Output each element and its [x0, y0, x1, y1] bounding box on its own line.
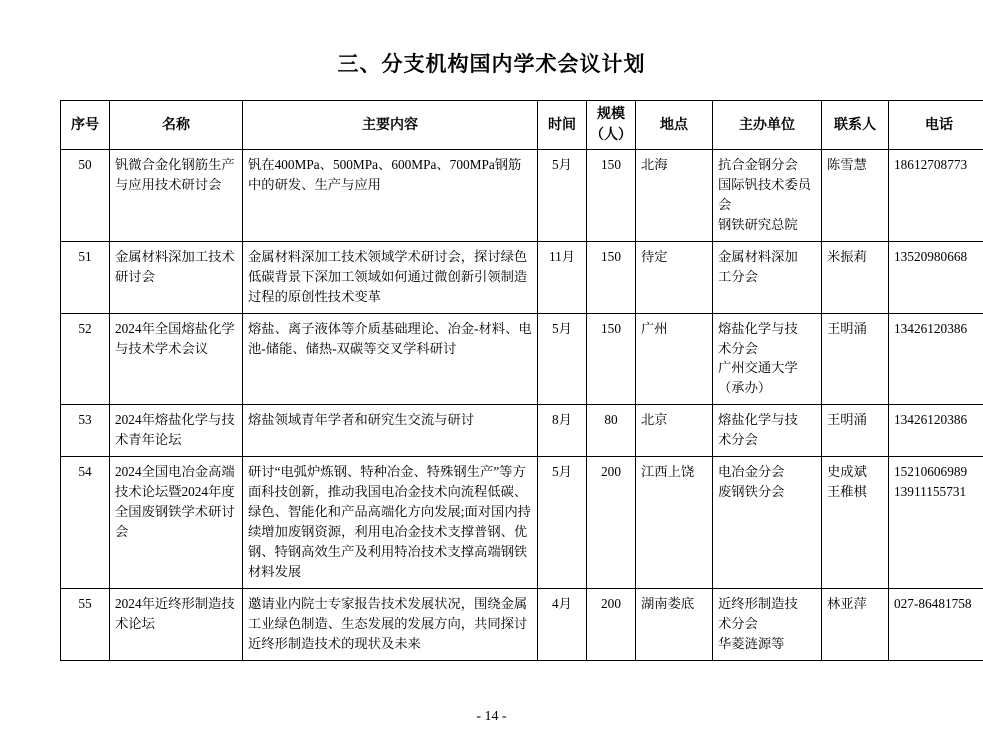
cell-seq: 50: [61, 150, 110, 242]
cell-contact: 林亚萍: [822, 588, 889, 660]
table-row: [61, 588, 983, 660]
organizer-line: 术分会: [718, 339, 816, 359]
document-page: [0, 48, 983, 747]
organizer-line: 钢铁研究总院: [718, 215, 816, 235]
cell-phone: [889, 457, 983, 589]
cell-place: 江西上饶: [636, 457, 713, 589]
cell-time: 11月: [538, 241, 587, 313]
organizer-line: 电冶金分会: [718, 462, 816, 482]
cell-time: 5月: [538, 150, 587, 242]
cell-contact: 陈雪慧: [822, 150, 889, 242]
cell-organizer: [713, 588, 822, 660]
table-row: [61, 405, 983, 457]
cell-organizer: [713, 457, 822, 589]
cell-name: 钒微合金化钢筋生产与应用技术研讨会: [110, 150, 243, 242]
organizer-line: 熔盐化学与技: [718, 410, 816, 430]
cell-content: 钒在400MPa、500MPa、600MPa、700MPa钢筋中的研发、生产与应用: [243, 150, 538, 242]
cell-time: 5月: [538, 313, 587, 405]
cell-time: 4月: [538, 588, 587, 660]
cell-content: 邀请业内院士专家报告技术发展状况，围绕金属工业绿色制造、生态发展的发展方向，共同探讨近终形制造技术的现状及未来: [243, 588, 538, 660]
cell-seq: 54: [61, 457, 110, 589]
cell-seq: 52: [61, 313, 110, 405]
column-header-seq: 序号: [61, 101, 110, 150]
cell-content: 研讨“电弧炉炼钢、特种冶金、特殊钢生产”等方面科技创新，推动我国电冶金技术向流程低碳、绿色、智能化和产品高端化方向发展;面对国内持续增加废钢资源，利用电冶金技术支撑普钢、优钢、特钢高效生产及利用特冶技术支撑高端钢铁材料发展: [243, 457, 538, 589]
cell-phone: 027-86481758: [889, 588, 983, 660]
cell-place: 北海: [636, 150, 713, 242]
contact-line: 王稚棋: [827, 482, 883, 502]
column-header-organizer: 主办单位: [713, 101, 822, 150]
cell-content: 熔盐、离子液体等介质基础理论、冶金-材料、电池-储能、储热-双碳等交叉学科研讨: [243, 313, 538, 405]
organizer-line: 废钢铁分会: [718, 482, 816, 502]
cell-name: 2024年全国熔盐化学与技术学术会议: [110, 313, 243, 405]
column-header-scale-line1: 规模: [597, 107, 625, 122]
cell-name: 2024年熔盐化学与技术青年论坛: [110, 405, 243, 457]
table-body: [61, 150, 983, 661]
cell-scale: 150: [587, 313, 636, 405]
cell-scale: 150: [587, 150, 636, 242]
cell-phone: 13426120386: [889, 405, 983, 457]
column-header-scale: [587, 101, 636, 150]
column-header-content: 主要内容: [243, 101, 538, 150]
organizer-line: 近终形制造技: [718, 594, 816, 614]
cell-name: 2024全国电冶金高端技术论坛暨2024年度全国废钢铁学术研讨会: [110, 457, 243, 589]
column-header-name: 名称: [110, 101, 243, 150]
organizer-line: 国际钒技术委员会: [718, 175, 816, 215]
conference-plan-table: [60, 100, 983, 661]
cell-seq: 55: [61, 588, 110, 660]
cell-content: 金属材料深加工技术领域学术研讨会，探讨绿色低碳背景下深加工领域如何通过微创新引领制造过程的原创性技术变革: [243, 241, 538, 313]
table-row: [61, 313, 983, 405]
organizer-line: （承办）: [718, 378, 816, 398]
cell-organizer: [713, 241, 822, 313]
cell-contact: 王明涌: [822, 313, 889, 405]
cell-organizer: [713, 405, 822, 457]
cell-place: 待定: [636, 241, 713, 313]
cell-seq: 51: [61, 241, 110, 313]
column-header-contact: 联系人: [822, 101, 889, 150]
cell-place: 北京: [636, 405, 713, 457]
table-header-row: [61, 101, 983, 150]
cell-content: 熔盐领域青年学者和研究生交流与研讨: [243, 405, 538, 457]
organizer-line: 术分会: [718, 430, 816, 450]
cell-scale: 150: [587, 241, 636, 313]
column-header-time: 时间: [538, 101, 587, 150]
table-row: [61, 457, 983, 589]
page-title: 三、分支机构国内学术会议计划: [60, 48, 923, 78]
organizer-line: 广州交通大学: [718, 358, 816, 378]
table-row: [61, 241, 983, 313]
column-header-place: 地点: [636, 101, 713, 150]
organizer-line: 抗合金钢分会: [718, 155, 816, 175]
cell-scale: 200: [587, 588, 636, 660]
cell-time: 8月: [538, 405, 587, 457]
phone-line: 13911155731: [894, 482, 983, 502]
cell-name: 2024年近终形制造技术论坛: [110, 588, 243, 660]
cell-organizer: [713, 150, 822, 242]
column-header-scale-line2: （人）: [590, 128, 632, 143]
cell-phone: 13426120386: [889, 313, 983, 405]
cell-scale: 200: [587, 457, 636, 589]
phone-line: 15210606989: [894, 462, 983, 482]
cell-contact: 王明涌: [822, 405, 889, 457]
organizer-line: 华菱涟源等: [718, 634, 816, 654]
cell-time: 5月: [538, 457, 587, 589]
table-header: [61, 101, 983, 150]
contact-line: 史成斌: [827, 462, 883, 482]
organizer-line: 金属材料深加: [718, 247, 816, 267]
cell-contact: 米振莉: [822, 241, 889, 313]
cell-seq: 53: [61, 405, 110, 457]
organizer-line: 熔盐化学与技: [718, 319, 816, 339]
cell-place: 湖南娄底: [636, 588, 713, 660]
cell-organizer: [713, 313, 822, 405]
cell-contact: [822, 457, 889, 589]
cell-place: 广州: [636, 313, 713, 405]
column-header-phone: 电话: [889, 101, 983, 150]
cell-phone: 13520980668: [889, 241, 983, 313]
cell-scale: 80: [587, 405, 636, 457]
cell-name: 金属材料深加工技术研讨会: [110, 241, 243, 313]
organizer-line: 工分会: [718, 267, 816, 287]
organizer-line: 术分会: [718, 614, 816, 634]
table-row: [61, 150, 983, 242]
page-number: - 14 -: [0, 709, 983, 725]
cell-phone: 18612708773: [889, 150, 983, 242]
